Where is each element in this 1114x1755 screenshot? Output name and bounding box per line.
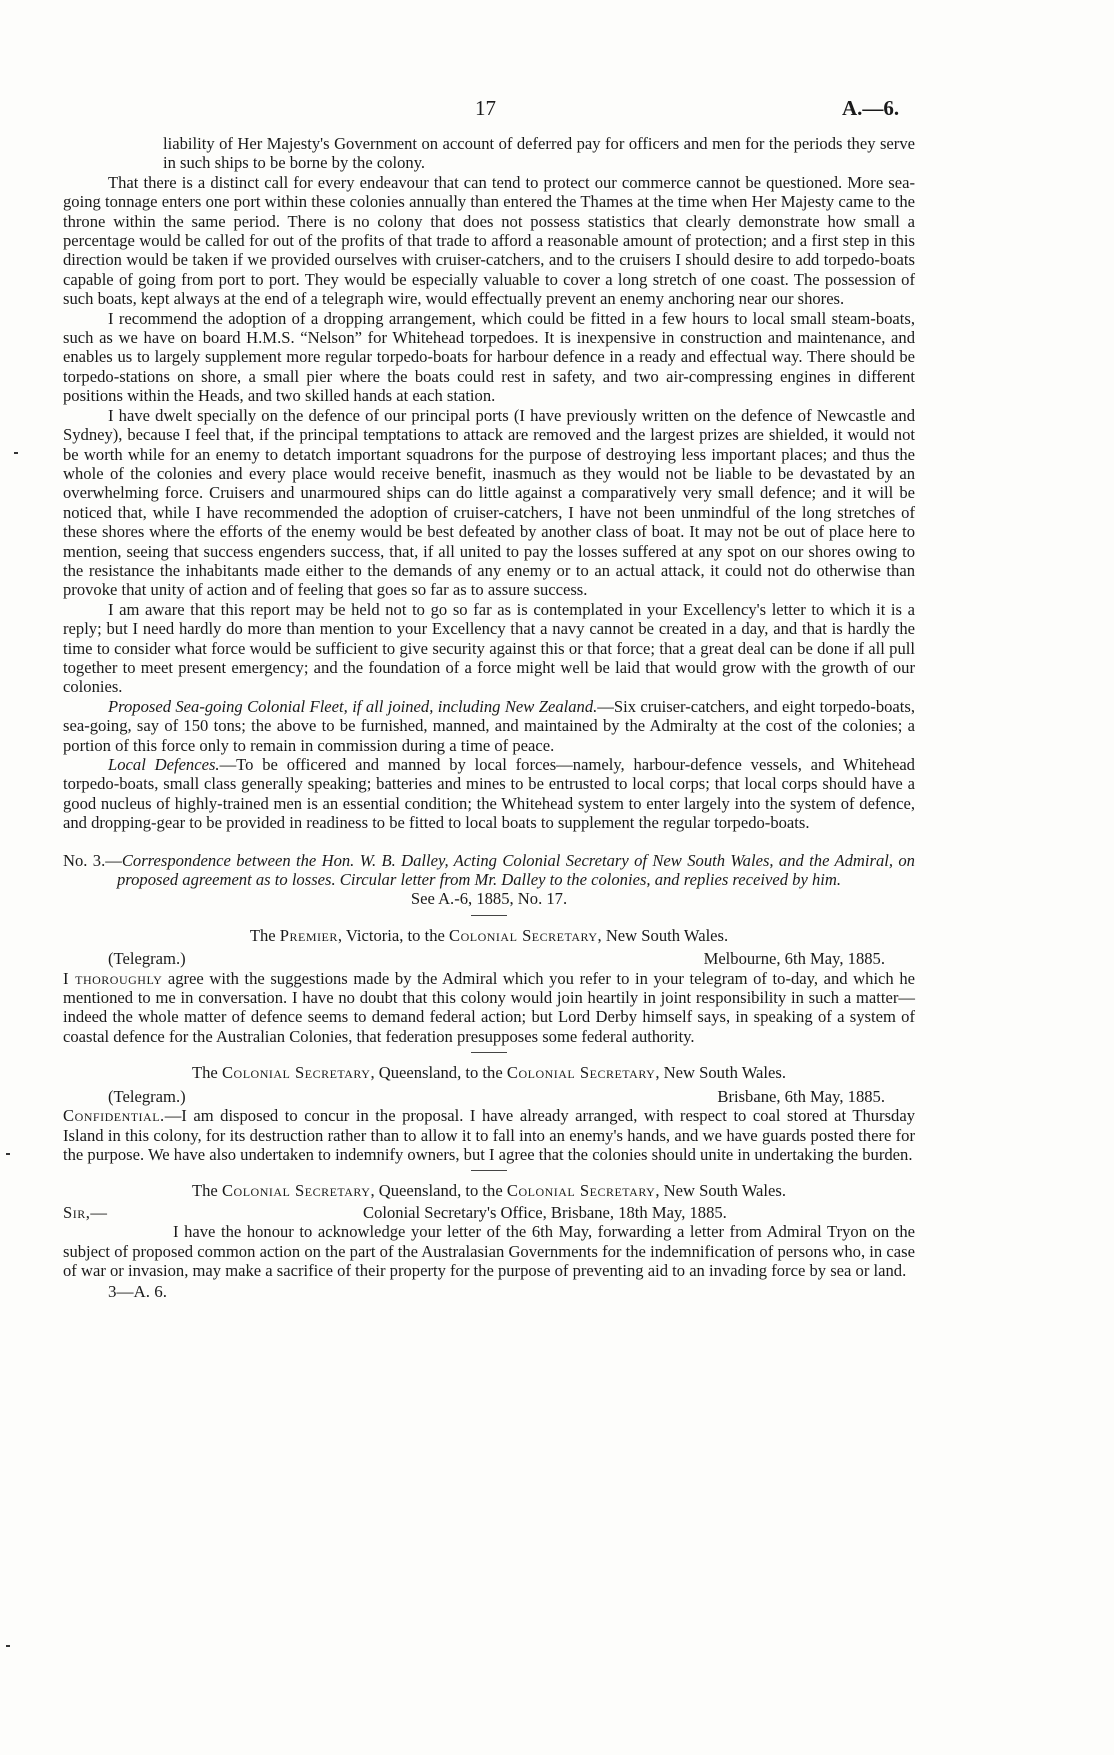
signature-mark: 3—A. 6. xyxy=(108,1282,168,1302)
paragraph-dropping-arrangement: I recommend the adoption of a dropping arrangement, which could be fitted in a few hours to local small steam-boats, such as we have on board H.M.S. “Nelson” for Whitehead torpedoes. It is inexpensive in construction and maintenance, and enables us to largely supplement more regular torpedo-boats for harbour defence in a ready and effectual way. There should be torpedo-stations on shore, a small pier where the boats could rest in safety, and two air-compressing engines in different positions within the Heads, and two skilled hands at each station. xyxy=(63,308,915,406)
paragraph-principal-ports: I have dwelt specially on the defence of our principal ports (I have previously written on the defence of Newcastle and Sydney), because I feel that, if the principal temptations to attack are removed and the largest prizes are shielded, it would not be worth while for an enemy to detatch important squadrons for the purpose of destroying less important places; and thus the whole of the colonies and every place would receive benefit, inasmuch as they would not be liable to be devastated by an overwhelming force. Cruisers and unarmoured ships can do little against a comparatively very small defence; and it will be noticed that, while I have recommended the adoption of cruiser-catchers, I have not been unmindful of the long stretches of these shores where the efforts of the enemy would be best defeated by another class of boat. It may not be out of place here to mention, seeing that success engenders success, that, if all united to pay the losses suffered at any spot on our shores owing to the resistance the inhabitants made either to the demands of any enemy or to an actual attack, it could not do otherwise than provoke that unity of action and of feeling that goes so far as to assure success. xyxy=(63,405,915,600)
paragraph-report-scope: I am aware that this report may be held not to go so far as is contemplated in your Excellency's letter to which it is a reply; but I need hardly do more than mention to your Excellency that a navy cannot be created in a day, and that is hardly the time to consider what force would be sufficient to give security against this or that force; that a great deal can be done if all pull together to meet present emergency; and the foundation of a force might well be laid that would grow with the growth of our colonies. xyxy=(63,599,915,697)
letter-title: The Colonial Secretary, Queensland, to the Colonial Secretary, New South Wales. xyxy=(192,1181,786,1201)
page-header xyxy=(0,96,1114,126)
letter-place-date: Colonial Secretary's Office, Brisbane, 18th May, 1885. xyxy=(363,1202,727,1222)
paragraph-colonial-fleet xyxy=(63,697,915,755)
letter-type: (Telegram.) xyxy=(108,1086,186,1106)
local-defences-text: —To be officered and manned by local forces—namely, harbour-defence vessels, and Whitehead torpedo-boats, small class generally speaking; batteries and mines to be entrusted to local corps; that local corps should have a good nucleus of highly-trained men is an essential condition; the Whitehead system to enter largely into the system of defence, and dropping-gear to be provided in readiness to be fitted to local boats to supplement the regular torpedo-boats. xyxy=(63,755,915,833)
letter-title: The Colonial Secretary, Queensland, to the Colonial Secretary, New South Wales. xyxy=(192,1063,786,1083)
document-reference: A.—6. xyxy=(842,96,900,120)
margin-mark xyxy=(14,452,18,454)
divider xyxy=(471,1052,507,1053)
paragraph-commerce: That there is a distinct call for every endeavour that can tend to protect our commerce cannot be questioned. More sea-going tonnage enters one port within these colonies annually than entered the Thames at the time when Her Majesty came to the throne within the same period. There is no colony that does not possess statistics that clearly demonstrate how small a percentage would be called for out of the profits of that trade to afford a reasonable amount of protection; and a first step in this direction would be taken if we provided ourselves with cruiser-catchers, and to the cruisers I should desire to add torpedo-boats capable of going from port to port. They would be especially valuable to cover a long stretch of one coast. The possession of such boats, kept always at the end of a telegraph wire, would effectually prevent an enemy anchoring near our shores. xyxy=(63,172,915,309)
section-title: Correspondence between the Hon. W. B. Dalley, Acting Colonial Secretary of New South Wales, and the Admiral, on proposed agreement as to losses. Circular letter from Mr. Dalley to the colonies, and replies received by him. xyxy=(117,850,915,890)
fleet-heading: Proposed Sea-going Colonial Fleet, if all joined, including New Zealand. xyxy=(108,696,598,716)
section-label: No. 3.— xyxy=(63,850,122,870)
page-number: 17 xyxy=(475,96,496,120)
letter-meta xyxy=(63,1087,915,1106)
divider xyxy=(471,915,507,916)
letter-lead: Confidential. xyxy=(63,1106,165,1126)
paragraph-local-defences xyxy=(63,755,915,833)
letter-lead: I thoroughly xyxy=(63,968,163,988)
letter-place-date: Brisbane, 6th May, 1885. xyxy=(717,1086,885,1106)
divider xyxy=(471,1170,507,1171)
letter-type: (Telegram.) xyxy=(108,949,186,969)
letter-body: I have the honour to acknowledge your letter of the 6th May, forwarding a letter from Admiral Tryon on the subject of proposed common action on the part of the Australasian Governments for the indemnification of persons who, in case of war or invasion, may make a sacrifice of their property for the purpose of preventing aid to an invading force by sea or land. xyxy=(63,1222,915,1280)
margin-mark xyxy=(6,1645,10,1647)
letter-body: I thoroughly agree with the suggestions made by the Admiral which you refer to in your telegram of to-day, and which he mentioned to me in conversation. I have no doubt that this colony would join heartily in joint responsibility in such a matter—indeed the whole matter of defence seems to demand federal action; but Lord Derby himself says, in speaking of a system of coastal defence for the Australian Colonies, that federation presupposes some federal authority. xyxy=(63,968,915,1046)
fleet-text: —Six cruiser-catchers, and eight torpedo-boats, sea-going, say of 150 tons; the above to be furnished, manned, and maintained by the Admiralty at the cost of the colonies; a portion of this force only to remain in commission during a time of peace. xyxy=(63,696,915,755)
letter-salutation: Sir,— xyxy=(63,1202,108,1222)
letter-title: The Premier, Victoria, to the Colonial Secretary, New South Wales. xyxy=(249,925,729,945)
local-defences-heading: Local Defences. xyxy=(108,755,220,774)
letter-place-date: Melbourne, 6th May, 1885. xyxy=(703,949,885,969)
section-heading xyxy=(63,851,915,890)
page-body xyxy=(63,134,915,1302)
margin-mark xyxy=(6,1153,10,1155)
letter-meta xyxy=(63,949,915,968)
paragraph-intro: liability of Her Majesty's Government on account of deferred pay for officers and men for the periods they serve in such ships to be borne by the colony. xyxy=(163,134,915,173)
letter-body: Confidential.—I am disposed to concur in the proposal. I have already arranged, with respect to coal stored at Thursday Island in this colony, for its destruction rather than to allow it to fall into an enemy's hands, and we have guards posted there for the purpose. We have also undertaken to indemnify owners, but I agree that the colonies should unite in undertaking the burden. xyxy=(63,1106,915,1164)
see-also-reference: See A.-6, 1885, No. 17. xyxy=(410,889,568,909)
letter-meta xyxy=(63,1203,915,1222)
